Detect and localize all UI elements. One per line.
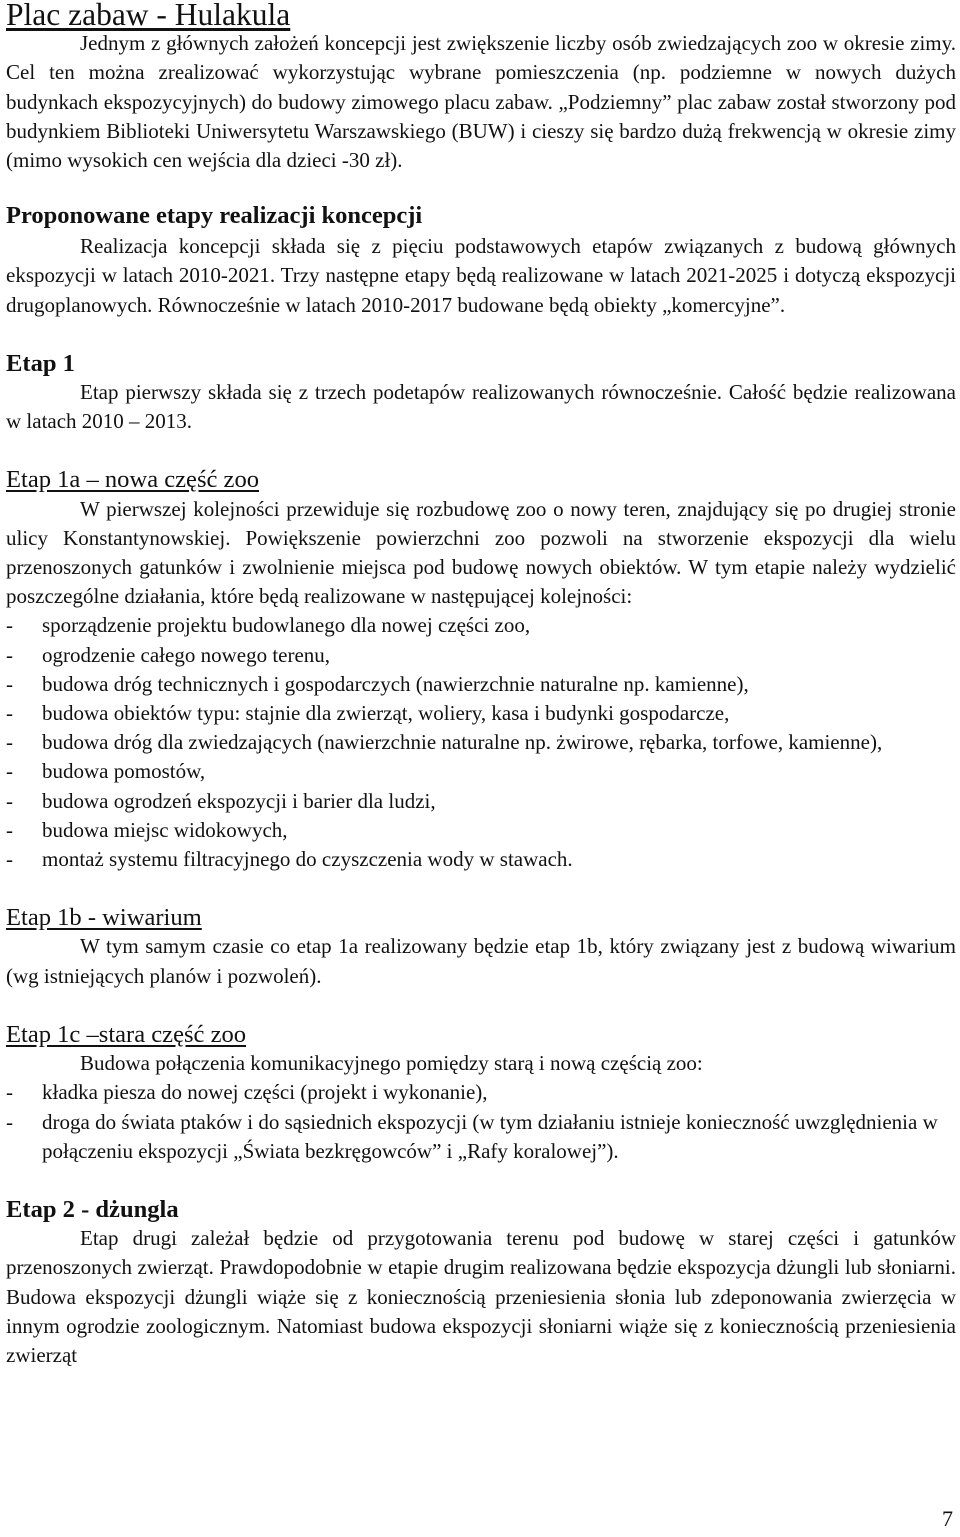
- playground-heading: Plac zabaw - Hulakula: [6, 0, 291, 32]
- stage1a-list: [6, 611, 956, 874]
- stage1-paragraph: Etap pierwszy składa się z trzech podetapów realizowanych równocześnie. Całość będzie realizowana w latach 2010 – 2013.: [6, 380, 956, 434]
- list-item: - sporządzenie projektu budowlanego dla nowej części zoo,: [6, 611, 956, 640]
- stage1b-paragraph: W tym samym czasie co etap 1a realizowany będzie etap 1b, który związany jest z budową wiwarium (wg istniejących planów i pozwoleń).: [6, 934, 956, 988]
- list-item: - budowa pomostów,: [6, 757, 956, 786]
- stage1a-paragraph: W pierwszej kolejności przewiduje się rozbudowę zoo o nowy teren, znajdujący się po drugiej stronie ulicy Konstantynowskiej. Powiększenie powierzchni zoo pozwoli na stworzenie ekspozycji dla wielu przenoszonych gatunków i zwolnienie miejsca pod budowę nowych obiektów. W tym etapie należy wydzielić poszczególne działania, które będą realizowane w następującej kolejności:: [6, 496, 956, 609]
- list-item: - budowa dróg technicznych i gospodarczych (nawierzchnie naturalne np. kamienne),: [6, 670, 956, 699]
- stage1c-list: [6, 1078, 956, 1166]
- page-number: 7: [942, 1505, 953, 1531]
- list-item: - budowa obiektów typu: stajnie dla zwierząt, woliery, kasa i budynki gospodarcze,: [6, 699, 956, 728]
- playground-paragraph: Jednym z głównych założeń koncepcji jest zwiększenie liczby osób zwiedzających zoo w okresie zimy. Cel ten można zrealizować wykorzystując wybrane pomieszczenia (np. podziemne w nowych dużych budynkach ekspozycyjnych) do budowy zimowego placu zabaw. „Podziemny” plac zabaw został stworzony pod budynkiem Biblioteki Uniwersytetu Warszawskiego (BUW) i cieszy się bardzo dużą frekwencją w okresie zimy (mimo wysokich cen wejścia dla dzieci -30 zł).: [6, 31, 956, 173]
- stage1a-heading: Etap 1a – nowa część zoo: [6, 466, 260, 494]
- stages-paragraph: Realizacja koncepcji składa się z pięciu podstawowych etapów związanych z budową głównych ekspozycji w latach 2010-2021. Trzy następne etapy będą realizowane w latach 2021-2025 i dotyczą ekspozycji drugoplanowych. Równocześnie w latach 2010-2017 budowane będą obiekty „komercyjne”.: [6, 234, 956, 317]
- list-item: - budowa ogrodzeń ekspozycji i barier dla ludzi,: [6, 787, 956, 816]
- stage2-paragraph: Etap drugi zależał będzie od przygotowania terenu pod budowę w starej części i gatunków przenoszonych zwierząt. Prawdopodobnie w etapie drugim realizowana będzie ekspozycja dżungli lub słoniarni. Budowa ekspozycji dżungli wiąże się z koniecznością przeniesienia słonia lub zdeponowania zwierzęcia w innym ogrodzie zoologicznym. Natomiast budowa ekspozycji słoniarni wiąże się z koniecznością przeniesienia zwierząt: [6, 1226, 956, 1367]
- list-item: - kładka piesza do nowej części (projekt i wykonanie),: [6, 1078, 956, 1107]
- stages-heading: Proponowane etapy realizacji koncepcji: [6, 202, 423, 230]
- document-page: [6, 0, 956, 1370]
- stage1c-heading: Etap 1c –stara część zoo: [6, 1020, 247, 1048]
- stage2-heading: Etap 2 - dżungla: [6, 1195, 179, 1223]
- list-item: - budowa dróg dla zwiedzających (nawierzchnie naturalne np. żwirowe, rębarka, torfowe, kamienne),: [6, 728, 956, 757]
- stage1c-paragraph: Budowa połączenia komunikacyjnego pomiędzy starą i nową częścią zoo:: [80, 1051, 703, 1076]
- list-item: - ogrodzenie całego nowego terenu,: [6, 641, 956, 670]
- list-item: - montaż systemu filtracyjnego do czyszczenia wody w stawach.: [6, 845, 956, 874]
- list-item: - droga do świata ptaków i do sąsiednich ekspozycji (w tym działaniu istnieje konieczność uwzględnienia w połączeniu ekspozycji „Świata bezkręgowców” i „Rafy koralowej”).: [6, 1108, 956, 1166]
- list-item: - budowa miejsc widokowych,: [6, 816, 956, 845]
- stage1b-heading: Etap 1b - wiwarium: [6, 904, 202, 932]
- stage1-heading: Etap 1: [6, 349, 75, 377]
